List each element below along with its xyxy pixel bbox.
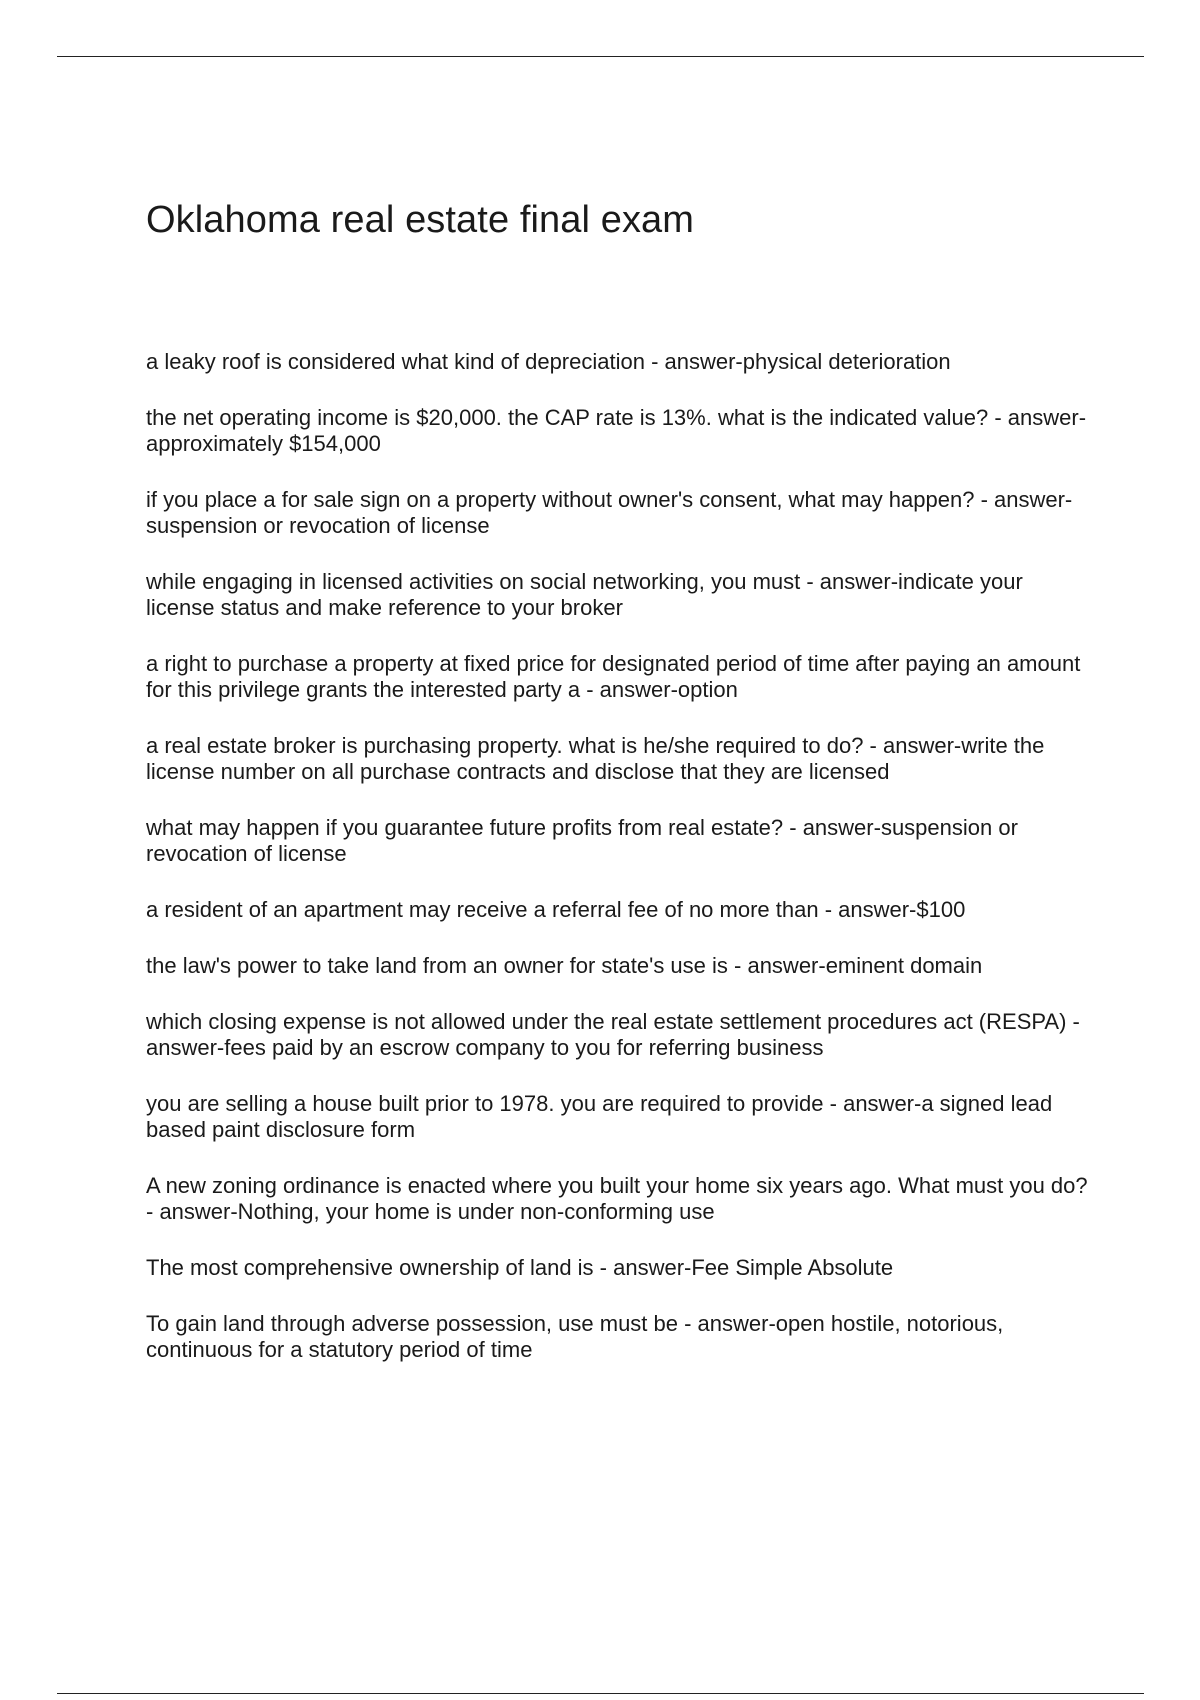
document-title: Oklahoma real estate final exam	[146, 199, 695, 241]
qa-item: which closing expense is not allowed under the real estate settlement procedures act (RESPA) - answer-fees paid by an escrow company to you for referring business	[146, 1009, 1080, 1060]
qa-item: the law's power to take land from an owner for state's use is - answer-eminent domain	[146, 953, 983, 978]
qa-item: To gain land through adverse possession, use must be - answer-open hostile, notorious, continuous for a statutory period of time	[146, 1311, 1004, 1362]
qa-item: a leaky roof is considered what kind of depreciation - answer-physical deterioration	[146, 349, 951, 374]
qa-item: what may happen if you guarantee future profits from real estate? - answer-suspension or revocation of license	[146, 815, 1018, 866]
qa-item: The most comprehensive ownership of land is - answer-Fee Simple Absolute	[146, 1255, 894, 1280]
top-divider	[57, 56, 1144, 57]
qa-item: a right to purchase a property at fixed price for designated period of time after paying an amount for this privilege grants the interested party a - answer-option	[146, 651, 1081, 702]
qa-item: the net operating income is $20,000. the CAP rate is 13%. what is the indicated value? - answer-approximately $154,000	[146, 405, 1087, 456]
qa-item: you are selling a house built prior to 1978. you are required to provide - answer-a signed lead based paint disclosure form	[146, 1091, 1053, 1142]
qa-item: if you place a for sale sign on a property without owner's consent, what may happen? - answer-suspension or revocation of license	[146, 487, 1073, 538]
qa-item: A new zoning ordinance is enacted where you built your home six years ago. What must you do? - answer-Nothing, your home is under non-conforming use	[146, 1173, 1088, 1224]
qa-item: a resident of an apartment may receive a referral fee of no more than - answer-$100	[146, 897, 966, 922]
qa-list	[146, 349, 1096, 1393]
qa-item: while engaging in licensed activities on social networking, you must - answer-indicate your license status and make reference to your broker	[146, 569, 1023, 620]
bottom-divider	[57, 1693, 1144, 1694]
qa-item: a real estate broker is purchasing property. what is he/she required to do? - answer-write the license number on all purchase contracts and disclose that they are licensed	[146, 733, 1045, 784]
